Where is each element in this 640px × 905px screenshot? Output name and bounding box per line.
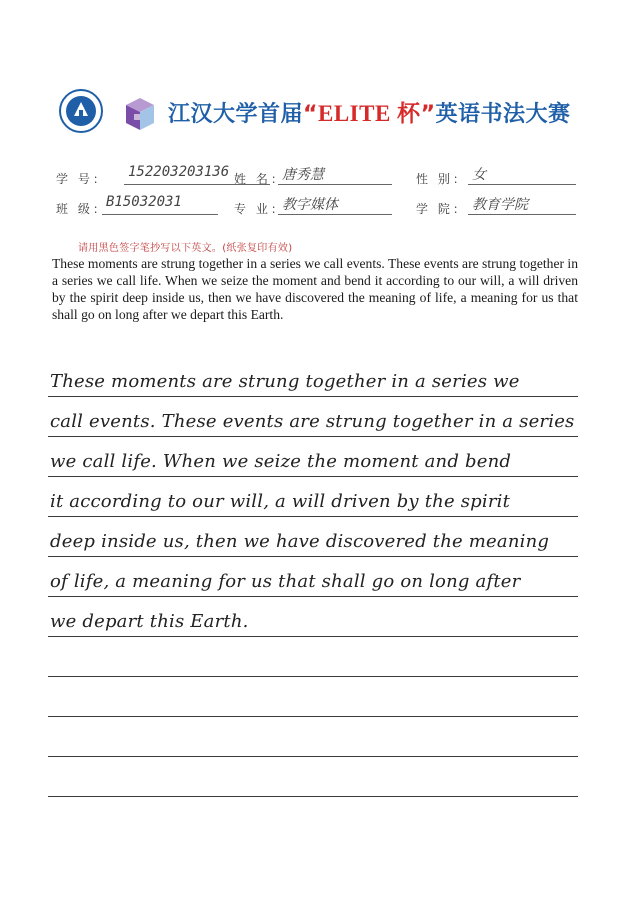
writing-line[interactable] xyxy=(48,518,578,557)
info-row-2 xyxy=(56,194,596,216)
contest-title xyxy=(168,95,571,128)
class-label: 班 级： xyxy=(56,202,108,216)
header xyxy=(58,86,598,136)
title-quote-close: ” xyxy=(420,102,436,127)
class-field[interactable]: B15032031 xyxy=(102,194,218,215)
reference-passage: These moments are strung together in a series we call events. These events are strung together in a series we call life. When we seize the moment and bend it according to our will, a will driven by the spirit deep inside us, then we have discovered the meaning of life, a meaning for us that shall go on long after we depart this Earth. xyxy=(52,256,578,322)
writing-line[interactable] xyxy=(48,678,578,717)
college-label: 学 院： xyxy=(416,202,468,216)
handwritten-text: call events. These events are strung together in a series xyxy=(50,411,575,432)
gender-label: 性 别： xyxy=(416,172,468,186)
name-label: 姓 名： xyxy=(234,172,286,186)
writing-line[interactable] xyxy=(48,358,578,397)
gender-field[interactable]: 女 xyxy=(468,164,576,185)
name-field[interactable]: 唐秀慧 xyxy=(278,164,392,185)
info-row-1 xyxy=(56,164,596,186)
writing-line[interactable] xyxy=(48,758,578,797)
title-suffix: 英语书法大赛 xyxy=(435,102,571,127)
handwritten-text: deep inside us, then we have discovered the meaning xyxy=(50,531,550,552)
handwritten-text: we call life. When we seize the moment and bend xyxy=(50,451,512,472)
major-field[interactable]: 教字媒体 xyxy=(278,194,392,215)
instruction-text: 请用黑色签字笔抄写以下英文。(纸张复印有效) xyxy=(78,243,293,254)
university-seal-icon xyxy=(58,88,104,134)
handwritten-text: of life, a meaning for us that shall go on long after xyxy=(50,571,521,592)
writing-line[interactable] xyxy=(48,398,578,437)
handwritten-text: we depart this Earth. xyxy=(50,611,249,632)
handwritten-text: it according to our will, a will driven by the spirit xyxy=(50,491,511,512)
student-id-label: 学 号： xyxy=(56,172,108,186)
student-id-field[interactable]: 152203203136 xyxy=(124,164,270,185)
writing-line[interactable] xyxy=(48,478,578,517)
title-quote-open: “ xyxy=(303,102,318,127)
title-prefix: 江汉大学首届 xyxy=(168,102,304,127)
college-field[interactable]: 教育学院 xyxy=(468,194,576,215)
major-label: 专 业： xyxy=(234,202,286,216)
writing-line[interactable] xyxy=(48,438,578,477)
handwritten-text: These moments are strung together in a series we xyxy=(50,371,520,392)
writing-line[interactable] xyxy=(48,558,578,597)
contest-logo-icon xyxy=(122,96,158,132)
writing-line[interactable] xyxy=(48,598,578,637)
title-elite-cup: ELITE 杯 xyxy=(317,101,421,126)
writing-line[interactable] xyxy=(48,718,578,757)
writing-line[interactable] xyxy=(48,638,578,677)
